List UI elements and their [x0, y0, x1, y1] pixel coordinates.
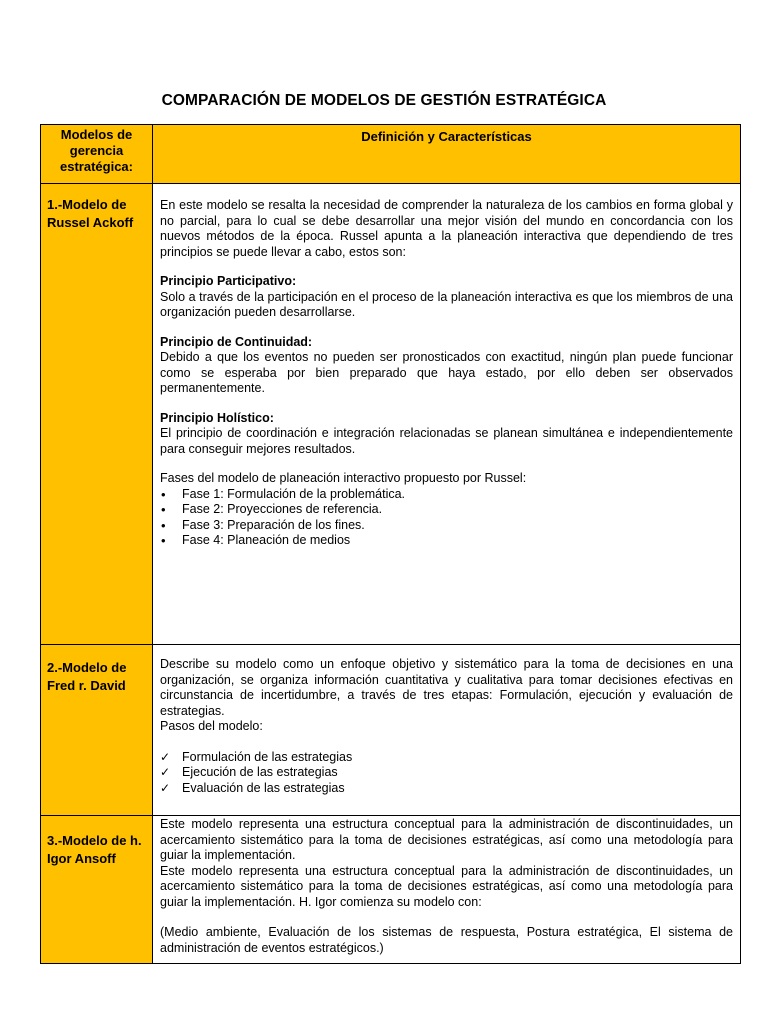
list-item: • Fase 3: Preparación de los fines.: [160, 518, 733, 534]
principle-title: Principio Participativo:: [160, 274, 297, 288]
model-name-cell: 3.-Modelo de h. Igor Ansoff: [41, 816, 153, 964]
principle-text: El principio de coordinación e integración relacionadas se planean simultánea e independientemente para conseguir mejores resultados.: [160, 426, 733, 456]
page-title: COMPARACIÓN DE MODELOS DE GESTIÓN ESTRATÉGICA: [161, 92, 607, 109]
list-item: • Fase 1: Formulación de la problemática.: [160, 487, 733, 503]
model-description-cell: [153, 645, 741, 816]
table-header-row: [41, 125, 741, 184]
model-paragraph: Este modelo representa una estructura conceptual para la administración de discontinuidades, un acercamiento sistemático para la toma de decisiones estratégicas, así como una metodología para guiar la implementación. H. Igor comienza su modelo con:: [160, 863, 733, 909]
list-item: ✓ Ejecución de las estrategias: [160, 765, 733, 781]
principle-title: Principio Holístico:: [160, 410, 274, 425]
principle-title: Principio de Continuidad:: [160, 334, 313, 349]
steps-list: [160, 750, 733, 797]
list-item: ✓ Formulación de las estrategias: [160, 750, 733, 766]
model-description-cell: [153, 184, 741, 645]
model-intro-text: En este modelo se resalta la necesidad de comprender la naturaleza de los cambios en forma global y no parcial, para lo cual se debe desarrollar una mejor visión del mundo en concordancia con los nuevos métodos de la época. Russel apunta a la planeación interactiva que dependiendo de tres principios se puede llevar a cabo, estos son:: [160, 198, 733, 259]
table-row: [41, 816, 741, 964]
list-item: • Fase 2: Proyecciones de referencia.: [160, 502, 733, 518]
table-row: [41, 645, 741, 816]
header-models-cell: Modelos de gerencia estratégica:: [41, 125, 153, 184]
model-description-cell: [153, 816, 741, 964]
principle-text: Debido a que los eventos no pueden ser pronosticados con exactitud, ningún plan puede funcionar como se esperaba por bien preparado que haya estado, por ello deben ser observados permanentemente.: [160, 350, 733, 395]
steps-intro-text: Pasos del modelo:: [160, 719, 263, 733]
phases-intro-text: Fases del modelo de planeación interactivo propuesto por Russel:: [160, 471, 527, 485]
comparison-table: [40, 124, 741, 964]
model-paragraph: (Medio ambiente, Evaluación de los sistemas de respuesta, Postura estratégica, El sistema de administración de eventos estratégicos.): [160, 925, 733, 955]
model-name-cell: 1.-Modelo de Russel Ackoff: [41, 184, 153, 645]
model-name-cell: 2.-Modelo de Fred r. David: [41, 645, 153, 816]
principle-text: Solo a través de la participación en el proceso de la planeación interactiva es que los miembros de una organización pueden desarrollarse.: [160, 289, 733, 319]
phases-list: [160, 487, 733, 549]
list-item: • Fase 4: Planeación de medios: [160, 533, 733, 549]
header-definition-cell: Definición y Características: [153, 125, 741, 184]
model-paragraph: Este modelo representa una estructura conceptual para la administración de discontinuidades, un acercamiento sistemático para la toma de decisiones estratégicas, así como una metodología para guiar la implementación.: [160, 817, 733, 862]
model-intro-text: Describe su modelo como un enfoque objetivo y sistemático para la toma de decisiones en una organización, se organiza información cuantitativa y cualitativa para tomar decisiones efectivas en circunstancia de incertidumbre, a través de tres etapas: Formulación, ejecución y evaluación de estrategias.: [160, 657, 733, 718]
list-item: ✓ Evaluación de las estrategias: [160, 781, 733, 797]
table-row: [41, 184, 741, 645]
